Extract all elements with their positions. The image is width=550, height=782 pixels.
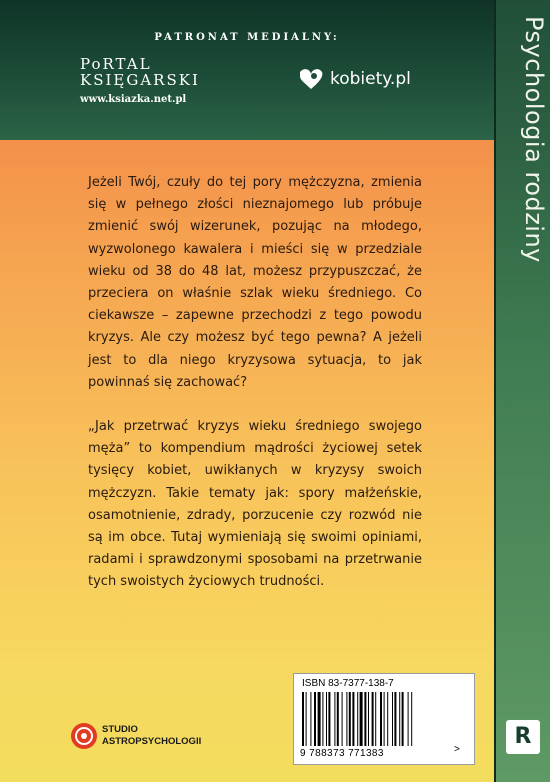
astro-symbol-icon [70,722,98,750]
series-title: Psychologia rodziny [520,16,548,263]
patronage-label: PATRONAT MEDIALNY: [154,32,340,43]
book-spine [494,0,550,782]
publisher-spine-logo-icon: R [506,720,540,754]
portal-logo-line1: PoRTAL [80,55,152,73]
blurb-paragraph-1: Jeżeli Twój, czuły do tej pory mężczyzna, zmienia się w pełnego złości nieznajomego lub próbuje zmienić swój wizerunek, pozując na młodego, wyzwolonego kawalera i mieści się w przedziale wieku od 38 do 48 lat, możesz przypuszczać, że przeciera on właśnie szlak wieku średniego. Co ciekawsze – zapewne przechodzi z tego powodu kryzys. Ale czy możesz być tego pewna? A jeżeli jest to dla niego kryzysowa sytuacja, to jak powinnaś się zachować? [88,175,422,390]
isbn-text: ISBN 83-7377-138-7 [302,678,394,689]
kobiety-logo [298,68,411,90]
barcode-label [293,673,475,765]
barcode-arrow: > [454,744,460,755]
kobiety-heart-icon [298,68,324,90]
publisher-name [102,724,201,748]
publisher-line2: ASTROPSYCHOLOGII [102,736,202,747]
publisher-logo [70,722,201,750]
publisher-line1: STUDIO [102,724,138,735]
blurb-paragraph-2: „Jak przetrwać kryzys wieku średniego swojego męża” to kompendium mądrości życiowej setek tysięcy kobiet, uwikłanych w kryzysy swoich mężczyzn. Takie tematy jak: spory małżeńskie, osamotnienie, zdrady, porzucenie czy rozwód nie są im obce. Tutaj wymieniają się swoimi opiniami, radami i sprawdzonymi sposobami na przetrwanie tych swoistych życiowych trudności. [88,419,422,590]
portal-url: www.ksiazka.net.pl [80,94,187,105]
blurb [88,172,422,594]
media-patronage-header [0,0,494,140]
kobiety-text: kobiety.pl [330,69,411,89]
barcode-icon [302,692,447,746]
portal-logo-line2: KSIĘGARSKI [80,71,200,89]
ean-number: 9 788373 771383 [300,748,384,759]
portal-ksiegarski-logo [80,56,200,105]
